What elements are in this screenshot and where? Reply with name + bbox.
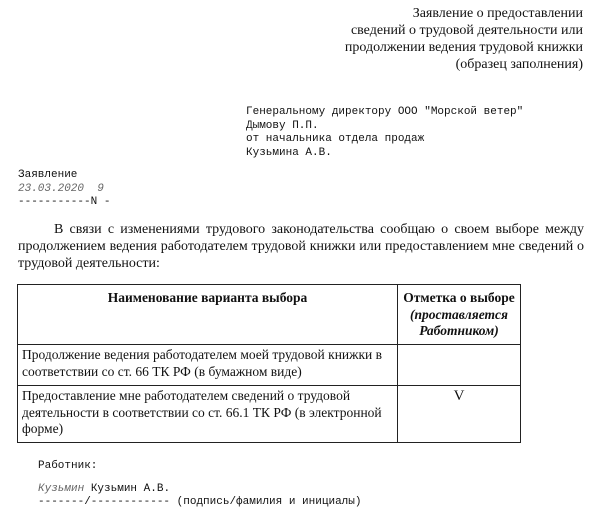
title-line-2: сведений о трудовой деятельности или [350, 23, 583, 38]
table-header-row [18, 285, 521, 345]
worker-caption: (подпись/фамилия и инициалы) [176, 496, 362, 508]
mark-paper-book [398, 345, 521, 386]
application-header [18, 169, 110, 210]
choice-table [17, 284, 521, 443]
title-line-4: (образец заполнения) [455, 57, 583, 72]
application-number-line: -----------N - [18, 196, 111, 208]
addressee-line-2: Дымову П.П. [246, 119, 319, 132]
header-choice-mark-note: (проставляется Работником) [410, 306, 508, 338]
mark-electronic: V [398, 386, 521, 443]
option-paper-book: Продолжение ведения работодателем моей трудовой книжки в соответствии со ст. 66 ТК РФ (в бумажном виде) [18, 345, 398, 386]
header-option-name: Наименование варианта выбора [18, 285, 398, 345]
header-choice-mark [398, 285, 521, 345]
worker-signature-row [38, 483, 170, 497]
document-title [345, 5, 583, 73]
worker-dashes: -------/------------ [38, 496, 171, 508]
body-paragraph: В связи с изменениями трудового законодательства сообщаю о своем выборе между продолжением ведения работодателем трудовой книжки или предоставлением мне сведений о трудовой деятельности: [18, 222, 584, 271]
option-electronic: Предоставление мне работодателем сведений о трудовой деятельности в соответствии со ст. 66.1 ТК РФ (в электронной форме) [18, 386, 398, 443]
header-choice-mark-label: Отметка о выборе [403, 290, 515, 305]
worker-signature: Кузьмин [38, 483, 85, 495]
addressee-line-3: от начальника отдела продаж [246, 133, 425, 145]
application-label: Заявление [18, 169, 78, 181]
title-line-1: Заявление о предоставлении [412, 6, 583, 21]
table-row [18, 345, 521, 386]
worker-caption-row [38, 496, 361, 510]
application-date: 23.03.2020 [18, 182, 85, 195]
title-line-3: продолжении ведения трудовой книжки [344, 40, 583, 55]
worker-label: Работник: [38, 460, 98, 472]
table-row [18, 386, 521, 443]
worker-name: Кузьмин А.В. [90, 483, 171, 495]
addressee-line-1: Генеральному директору ООО "Морской ветер" [246, 106, 524, 118]
addressee-block [246, 106, 523, 160]
addressee-line-4: Кузьмина А.В. [246, 146, 332, 159]
application-date-suffix: 9 [97, 182, 104, 195]
